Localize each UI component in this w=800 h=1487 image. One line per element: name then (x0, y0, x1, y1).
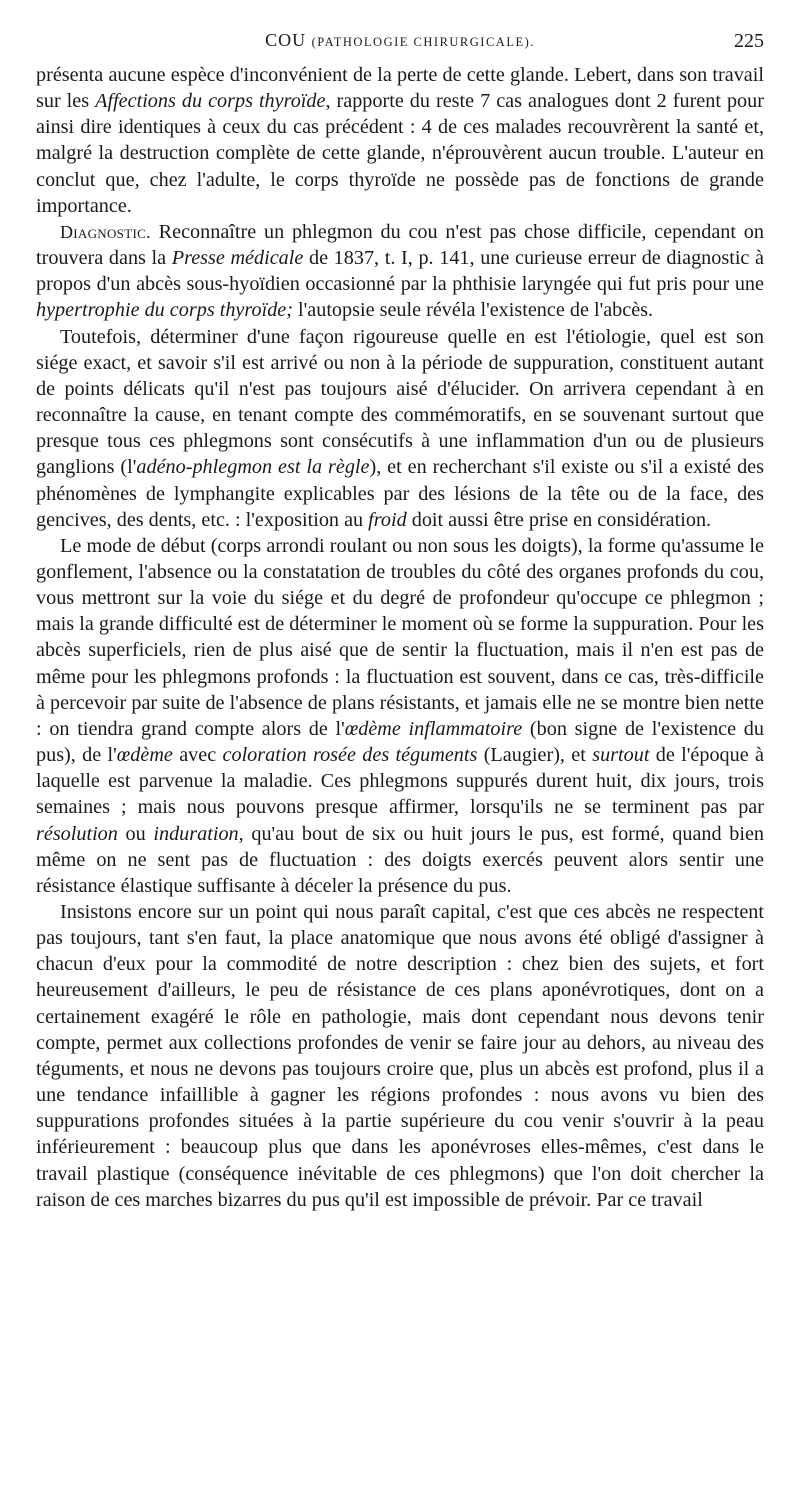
paragraph-thyroid-continuation (36, 62, 764, 219)
text-run: l'autopsie seule révéla l'existence de l'abcès. (292, 299, 654, 322)
text-run: Le mode de début (corps arrondi roulant ou non sous les doigts), la forme qu'assume le gonflement, l'absence ou la constatation de troubles du côté des organes profonds du cou, vous mettront sur la voie du siége et du degré de profondeur qu'occupe ce phlegmon ; mais la grande difficulté est de déterminer le moment où se forme la suppuration. Pour les abcès superficiels, rien de plus aisé que de sentir la fluctuation, mais il n'en est pas de même pour les phlegmons profonds : la fluctuation est souvent, dans ce cas, très-difficile à percevoir par suite de l'absence de plans résistants, et jamais elle ne se montre bien nette : on tiendra grand compte alors de l' (36, 534, 764, 740)
text-run: Toutefois, déterminer d'une façon rigoureuse quelle en est l'étiologie, quel est son siége exact, et savoir s'il est arrivé ou non à la période de suppuration, constituent autant de points délicats qu'il n'est pas toujours aisé d'élucider. On arrivera cependant à en reconnaître la cause, en tenant compte des commémoratifs, en se souvenant surtout que presque tous ces phlegmons sont consécutifs à une inflammation d'un ou de plusieurs ganglions (l' (36, 325, 764, 479)
italic-run: Affections du corps thyroïde (95, 90, 326, 113)
page-body (36, 62, 764, 1213)
text-run: , qu'au bout de six ou huit jours le pus, est formé, quand bien même on ne sent pas de fluctuation : des doigts exercés peuvent alors sentir une résistance élastique suffisante à déceler la présence du pus. (36, 822, 765, 897)
italic-run: coloration rosée des téguments (222, 744, 478, 767)
text-run: avec (172, 744, 223, 767)
paragraph-onset (36, 533, 764, 899)
header-title: COU (265, 30, 307, 50)
italic-run: œdème inflammatoire (344, 717, 523, 740)
text-run: de 1837, t. I, p. 141, une curieuse erreur de diagnostic à propos d'un abcès sous-hyoïdien occasionné par la phthisie laryngée qui fut pris pour une (36, 247, 764, 296)
italic-run: œdème (116, 744, 173, 767)
text-run: ou (117, 822, 154, 845)
text-run: Reconnaître un phlegmon du cou n'est pas chose difficile, cependant on trouvera dans la (36, 220, 764, 270)
paragraph-diagnostic (36, 219, 764, 324)
text-run: doit aussi être prise en considération. (406, 508, 712, 531)
page-number: 225 (734, 30, 764, 52)
text-run: ), et en recherchant s'il existe ou s'il a existé des phénomènes de lymphangite explicables par des lésions de la tête ou de la face, des gencives, des dents, etc. : l'exposition au (36, 456, 764, 531)
italic-run: froid (368, 508, 407, 531)
text-run: , rapporte du reste 7 cas analogues dont 2 furent pour ainsi dire identiques à ceux du cas précédent : 4 de ces malades recouvrèrent la santé et, malgré la destruction complète de cette glande, n'éprouvèrent aucun trouble. L'auteur en conclut que, chez l'adulte, le corps thyroïde ne possède pas de fonctions de grande importance. (36, 90, 764, 217)
italic-run: Presse médicale (171, 247, 304, 270)
header-subtitle: (PATHOLOGIE CHIRURGICALE). (311, 35, 535, 49)
running-header (36, 30, 764, 58)
italic-run: résolution (36, 822, 118, 845)
header-title-line (36, 30, 764, 51)
text-run: (Laugier), et (477, 744, 593, 767)
paragraph-migration (36, 899, 764, 1213)
italic-run: surtout (592, 744, 650, 767)
text-run: Insistons encore sur un point qui nous paraît capital, c'est que ces abcès ne respectent pas toujours, tant s'en faut, la place anatomique que nous avons été obligé d'assigner à chacun d'eux pour la commodité de notre description : chez bien des sujets, et fort heureusement d'ailleurs, le peu de résistance de ces plans aponévrotiques, dont on a certainement exagéré le rôle en pathologie, mais dont cependant nous devons tenir compte, permet aux collections profondes de venir se faire jour au dehors, au niveau des téguments, et nous ne devons pas toujours croire que, plus un abcès est profond, plus il a une tendance infaillible à gagner les régions profondes : nous avons vu bien des suppurations profondes situées à la partie supérieure du cou venir s'ouvrir à la peau inférieurement : beaucoup plus que dans les aponévroses elles-mêmes, c'est dans le travail plastique (conséquence inévitable de ces phlegmons) que l'on doit chercher la raison de ces marches bizarres du pus qu'il est impossible de prévoir. Par ce travail (36, 901, 764, 1211)
italic-run: induration (153, 822, 239, 845)
text-run: de l'époque à laquelle est parvenue la maladie. Ces phlegmons suppurés durent huit, dix jours, trois semaines ; mais nous pouvons presque affirmer, lorsqu'ils ne se terminent pas par (36, 744, 764, 819)
paragraph-etiology (36, 324, 764, 533)
text-run: (bon signe de l'existence du pus), de l' (36, 717, 764, 767)
text-run: présenta aucune espèce d'inconvénient de la perte de cette glande. Lebert, dans son travail sur les (36, 64, 764, 113)
italic-run: hypertrophie du corps thyroïde; (36, 299, 293, 322)
section-label-diagnostic: Diagnostic. (60, 221, 151, 242)
italic-run: adéno-phlegmon est la règle (136, 456, 370, 479)
